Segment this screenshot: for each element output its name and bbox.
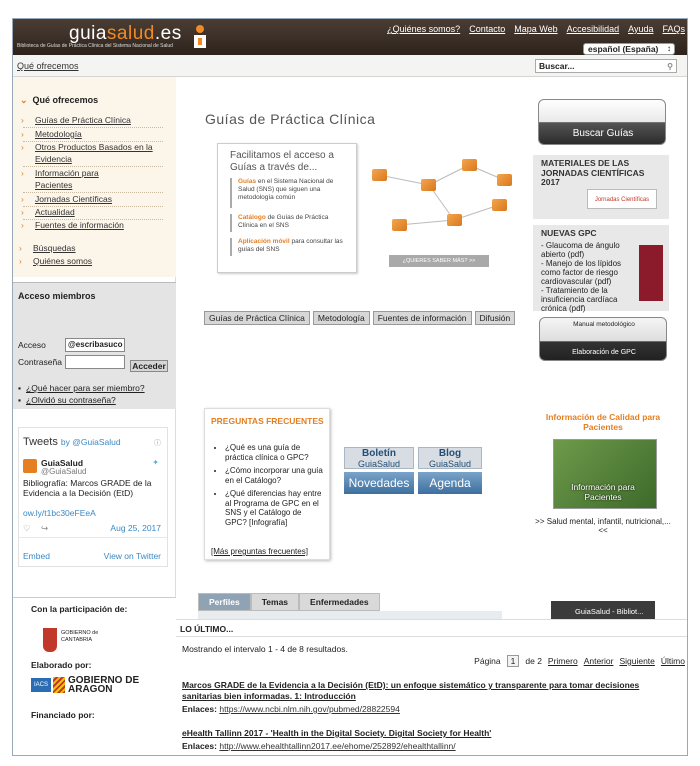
faq-item[interactable]: • ¿Cómo incorporar una guía en el Catálogo?: [225, 466, 325, 485]
elaborado-title: Elaborado por:: [31, 660, 92, 670]
pacientes-image[interactable]: Información para Pacientes: [553, 439, 657, 509]
tweet-link[interactable]: ow.ly/t1bc30eFEeA: [23, 508, 96, 518]
site-header: [13, 19, 688, 55]
main-tabs: [204, 311, 515, 325]
hero-banner[interactable]: [184, 85, 524, 285]
password-input[interactable]: [65, 355, 125, 369]
hero-item-guias: Guías en el Sistema Nacional de Salud (SNS) que siguen una metodología común: [238, 178, 334, 201]
breadcrumb[interactable]: Qué ofrecemos: [17, 61, 79, 71]
page-title: Guías de Práctica Clínica: [205, 111, 376, 127]
participation-title: Con la participación de:: [31, 604, 128, 614]
faq-more-link[interactable]: [Más preguntas frecuentes]: [211, 547, 308, 556]
cantabria-shield-icon: [43, 628, 57, 652]
link-ayuda[interactable]: Ayuda: [628, 24, 654, 34]
link-faqs[interactable]: FAQs: [662, 24, 685, 34]
tab-enfermedades[interactable]: Enfermedades: [299, 593, 380, 611]
cantabria-logo-text: GOBIERNO de CANTABRIA: [61, 630, 99, 643]
calidad-title[interactable]: Información de Calidad para Pacientes: [545, 412, 661, 432]
pagination: Página 1 de 2 Primero Anterior Siguiente Último: [474, 656, 685, 666]
gpc-book-icon: [639, 245, 663, 301]
menu-item-jornadas[interactable]: › Jornadas Científicas: [35, 193, 112, 205]
result-link: Enlaces: http://www.ehealthtallinn2017.ee/ehome/252892/ehealthtallinn/: [182, 741, 456, 751]
aragon-flag-icon: [53, 677, 65, 693]
tweets-title: Tweets by @GuiaSalud: [23, 436, 121, 448]
faq-title: PREGUNTAS FRECUENTES: [211, 416, 324, 426]
boletin-tile[interactable]: Boletín GuiaSalud: [344, 447, 414, 469]
agenda-tile[interactable]: Agenda: [418, 472, 482, 494]
menu-item-pacientes[interactable]: › Información para Pacientes: [35, 167, 115, 191]
pacientes-link[interactable]: >> Salud mental, infantil, nutricional,... <<: [535, 517, 671, 535]
language-select[interactable]: español (España) ↕: [583, 43, 675, 55]
left-sidebar: [13, 77, 176, 756]
hero-card: [217, 143, 357, 273]
menu-item-busquedas[interactable]: › Búsquedas: [33, 243, 76, 253]
link-quienes[interactable]: ¿Quiénes somos?: [387, 24, 461, 34]
saber-mas-button[interactable]: ¿QUIERES SABER MÁS? >>: [389, 255, 489, 267]
last-page-link[interactable]: Último: [660, 656, 685, 666]
aragon-logo-text: GOBIERNO DE ARAGON: [68, 675, 140, 695]
network-cubes-graphic: [359, 145, 519, 255]
right-column: [533, 77, 673, 622]
hero-item-app: Aplicación móvil para consultar las guías del SNS: [238, 238, 343, 253]
access-input[interactable]: @escribasuco: [65, 338, 125, 352]
tweet-handle[interactable]: @GuiaSalud: [41, 467, 87, 476]
lo-ultimo-panel: [176, 619, 688, 756]
participation-panel: [13, 597, 176, 756]
jornadas-badge: Jornadas Científicas: [587, 189, 657, 209]
manual-button[interactable]: Manual metodológico Elaboración de GPC: [539, 317, 667, 361]
logo-subtitle: Biblioteca de Guías de Práctica Clínica del Sistema Nacional de Salud: [17, 43, 173, 49]
side-menu: [13, 77, 176, 277]
gpc-list[interactable]: - Glaucoma de ángulo abierto (pdf) - Manejo de los lípidos como factor de riesgo cardiovascular (pdf) - Tratamiento de la insuficiencia cardíaca crónica (pdf): [541, 241, 622, 313]
search-icon[interactable]: ⚲: [667, 62, 673, 71]
menu-title[interactable]: ⌄ Qué ofrecemos: [20, 95, 98, 106]
menu-item-actualidad[interactable]: › Actualidad: [35, 206, 75, 218]
result-title[interactable]: eHealth Tallinn 2017 - 'Health in the Digital Society. Digital Society for Health': [182, 728, 492, 738]
tab-fuentes[interactable]: Fuentes de información: [373, 311, 472, 325]
members-title: Acceso miembros: [18, 291, 96, 301]
tweet-date[interactable]: Aug 25, 2017: [110, 523, 161, 533]
link-contacto[interactable]: Contacto: [469, 24, 506, 34]
forgot-password-link[interactable]: ▪ ¿Olvidó su contraseña?: [18, 395, 116, 405]
menu-item-metodologia[interactable]: › Metodología: [35, 128, 82, 140]
tweet-text: Bibliografía: Marcos GRADE de la Evidencia a la Decisión (EtD): [23, 478, 152, 498]
main-content: [176, 77, 526, 622]
embed-link[interactable]: Embed: [23, 551, 50, 561]
menu-item-fuentes[interactable]: › Fuentes de información: [35, 219, 124, 231]
lo-ultimo-title: LO ÚLTIMO...: [180, 624, 234, 634]
breadcrumb-bar: [13, 55, 688, 77]
access-label: Acceso: [18, 340, 46, 350]
logo-figure-icon: [189, 24, 211, 50]
search-input[interactable]: Buscar... ⚲: [535, 59, 677, 73]
card-title: Facilitamos el acceso a Guías a través de...: [230, 150, 334, 173]
top-links: [387, 24, 685, 34]
login-button[interactable]: Acceder: [130, 360, 168, 372]
link-mapa-web[interactable]: Mapa Web: [514, 24, 558, 34]
tweet-author[interactable]: GuiaSalud: [41, 458, 84, 468]
site-logo[interactable]: guiasalud.es: [69, 23, 182, 44]
first-page-link[interactable]: Primero: [547, 656, 578, 666]
menu-item-quienes[interactable]: › Quiénes somos: [33, 256, 92, 266]
tab-temas[interactable]: Temas: [251, 593, 299, 611]
results-count: Mostrando el intervalo 1 - 4 de 8 resultados.: [182, 644, 348, 654]
prev-page-link[interactable]: Anterior: [583, 656, 614, 666]
next-page-link[interactable]: Siguiente: [619, 656, 655, 666]
view-on-twitter-link[interactable]: View on Twitter: [103, 551, 161, 561]
hero-item-catalogo: Catálogo de Guías de Práctica Clínica en el SNS: [238, 214, 329, 229]
video-thumbnail[interactable]: GuiaSalud - Bibliot...: [551, 601, 655, 631]
link-accesibilidad[interactable]: Accesibilidad: [566, 24, 620, 34]
avatar[interactable]: [23, 459, 37, 473]
faq-item[interactable]: • ¿Qué es una guía de práctica clínica o GPC?: [225, 443, 325, 462]
share-icon[interactable]: ↪: [41, 523, 49, 533]
iacs-logo: IACS: [31, 678, 51, 692]
member-link[interactable]: ▪ ¿Qué hacer para ser miembro?: [18, 383, 145, 393]
nuevas-gpc-box: NUEVAS GPC - Glaucoma de ángulo abierto (pdf) - Manejo de los lípidos como factor de riesgo cardiovascular (pdf) - Tratamiento de la insuficiencia cardíaca crónica (pdf): [533, 225, 669, 311]
info-icon[interactable]: ⓘ: [154, 440, 161, 447]
twitter-bird-icon: ✦: [152, 458, 159, 467]
tab-metodologia[interactable]: Metodología: [313, 311, 370, 325]
twitter-widget: [18, 427, 168, 567]
result-link: Enlaces: https://www.ncbi.nlm.nih.gov/pubmed/28822594: [182, 704, 400, 714]
buscar-guias-button[interactable]: Buscar Guías: [538, 99, 666, 145]
blog-tile[interactable]: Blog GuiaSalud: [418, 447, 482, 469]
heart-icon[interactable]: ♡: [23, 523, 31, 533]
materiales-box[interactable]: MATERIALES DE LAS JORNADAS CIENTÍFICAS 2017 Jornadas Científicas: [533, 155, 669, 219]
faq-box: [204, 408, 330, 560]
menu-item-otros[interactable]: › Otros Productos Basados en la Evidencia: [35, 141, 165, 165]
page-frame: [12, 18, 688, 756]
members-panel: [13, 282, 176, 409]
tab-difusion[interactable]: Difusión: [475, 311, 516, 325]
faq-item[interactable]: • ¿Qué diferencias hay entre al Programa de GPC en el SNS y el Catálogo de GPC? [Infografía]: [225, 489, 325, 527]
tab-guias[interactable]: Guías de Práctica Clínica: [204, 311, 310, 325]
password-label: Contraseña: [18, 357, 62, 367]
result-title[interactable]: Marcos GRADE de la Evidencia a la Decisión (EtD): un enfoque sistemático y transparente para tomar decisiones sanitarias bien informadas. 1: Introducción: [182, 680, 640, 701]
page-select[interactable]: 1: [507, 655, 520, 667]
novedades-tile[interactable]: Novedades: [344, 472, 414, 494]
lower-tabs: [198, 593, 380, 611]
menu-item-guias[interactable]: › Guías de Práctica Clínica: [35, 114, 131, 126]
financiado-title: Financiado por:: [31, 710, 95, 720]
tab-perfiles[interactable]: Perfiles: [198, 593, 251, 611]
